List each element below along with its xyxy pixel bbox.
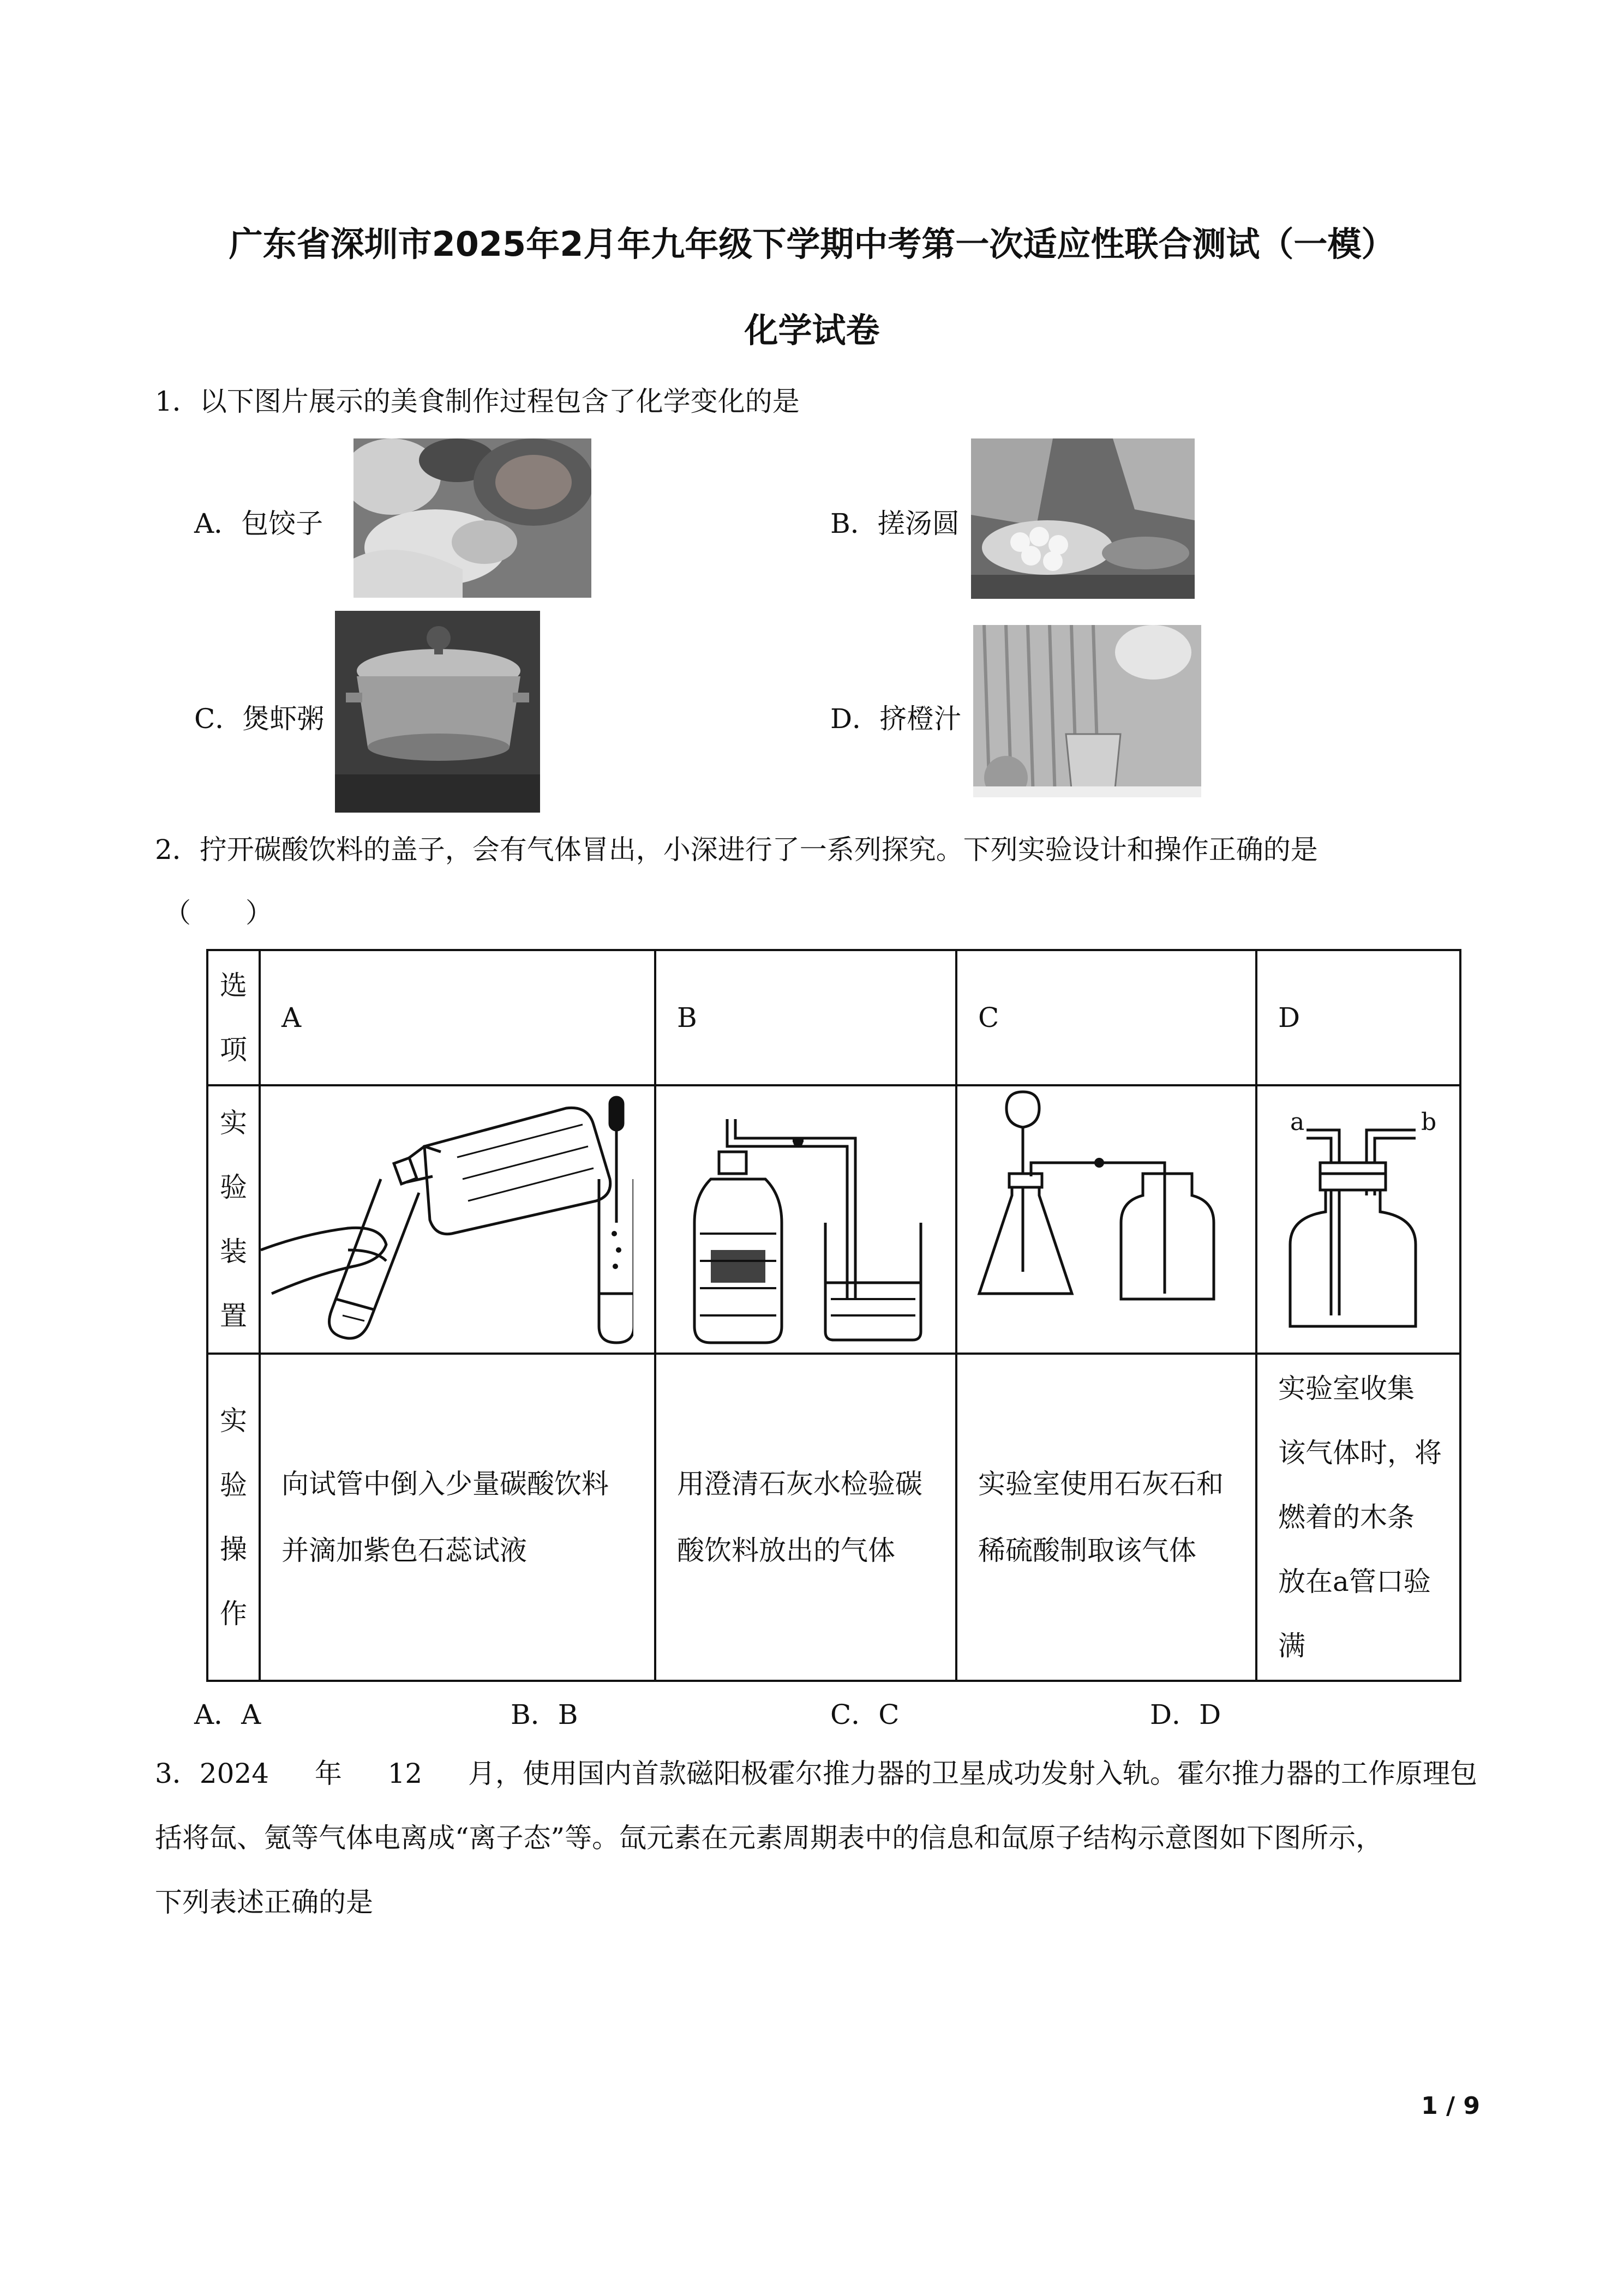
- limewater-test-diagram: [656, 1086, 934, 1346]
- q2-answer-c[interactable]: C．C: [830, 1699, 900, 1730]
- q2-answer-b[interactable]: B．B: [511, 1699, 578, 1730]
- page-subtitle: 化学试卷: [744, 310, 880, 350]
- q1-option-c-label[interactable]: C．煲虾粥: [194, 703, 325, 735]
- q1-option-b-label[interactable]: B．搓汤圆: [830, 508, 960, 539]
- column-b-header: B: [655, 950, 956, 1085]
- apparatus-d-cell: [1256, 1085, 1460, 1354]
- q1-option-a-label[interactable]: A．包饺子: [194, 508, 323, 539]
- gas-collection-bottle-diagram: [1257, 1086, 1439, 1346]
- row-header-apparatus: 实 验 装 置: [207, 1085, 260, 1354]
- gas-generation-diagram: [957, 1086, 1235, 1346]
- question-2-stem: 2．拧开碳酸饮料的盖子，会有气体冒出，小深进行了一系列探究。下列实验设计和操作正确的是: [155, 834, 1318, 865]
- column-d-header: D: [1256, 950, 1460, 1085]
- q1-option-d-label[interactable]: D．挤橙汁: [830, 703, 962, 735]
- pour-soda-into-test-tube-diagram: [261, 1086, 633, 1346]
- question-3-line-3: 下列表述正确的是: [155, 1886, 373, 1918]
- row-header-option: 选 项: [207, 950, 260, 1085]
- apparatus-a-cell: [260, 1085, 655, 1354]
- juice-squeezing-photo: [973, 625, 1201, 797]
- operation-d-cell: 实验室收集 该气体时，将 燃着的木条 放在a管口验 满: [1256, 1354, 1460, 1681]
- question-1-stem: 1．以下图片展示的美食制作过程包含了化学变化的是: [155, 386, 800, 417]
- page-title: 广东省深圳市2025年2月年九年级下学期中考第一次适应性联合测试（一模）: [229, 224, 1395, 264]
- q2-answer-a[interactable]: A．A: [194, 1699, 261, 1730]
- operation-a-cell: 向试管中倒入少量碳酸饮料 并滴加紫色石蕊试液: [260, 1354, 655, 1681]
- tube-b-label: b: [1421, 1108, 1437, 1136]
- question-3-line-2: 括将氙、氪等气体电离成“离子态”等。氙元素在元素周期表中的信息和氙原子结构示意图如下图所示，: [155, 1822, 1383, 1854]
- tube-a-label: a: [1290, 1108, 1305, 1136]
- apparatus-b-cell: [655, 1085, 956, 1354]
- column-a-header: A: [260, 950, 655, 1085]
- page-number: 1 / 9: [1421, 2092, 1480, 2120]
- apparatus-c-cell: [956, 1085, 1256, 1354]
- question-3-line-1: 3．2024 年 12 月，使用国内首款磁阳极霍尔推力器的卫星成功发射入轨。霍尔推力器的工作原理包: [155, 1758, 1477, 1789]
- operation-c-cell: 实验室使用石灰石和 稀硫酸制取该气体: [956, 1354, 1256, 1681]
- column-c-header: C: [956, 950, 1256, 1085]
- row-header-operation: 实 验 操 作: [207, 1354, 260, 1681]
- operation-b-cell: 用澄清石灰水检验碳 酸饮料放出的气体: [655, 1354, 956, 1681]
- rice-ball-rolling-photo: [971, 438, 1195, 599]
- dumpling-making-photo: [353, 438, 591, 598]
- pot-on-stove-photo: [335, 611, 540, 813]
- q2-answer-d[interactable]: D．D: [1150, 1699, 1221, 1730]
- experiment-table: [206, 949, 1461, 1682]
- question-2-bracket: （ ）: [164, 897, 273, 929]
